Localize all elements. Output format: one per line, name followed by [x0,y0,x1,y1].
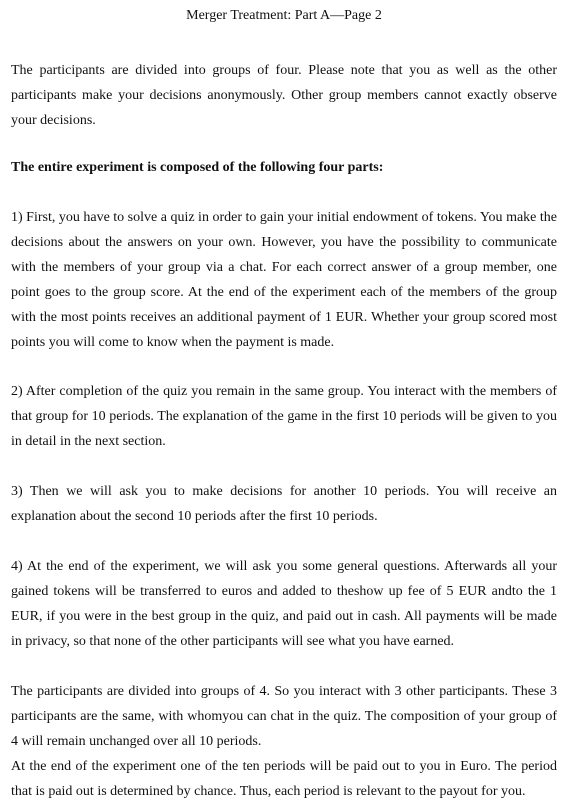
part-3-paragraph: 3) Then we will ask you to make decisions for another 10 periods. You will receive an explanation about the second 10 periods after the first 10 periods. [11,484,557,524]
section-heading: The entire experiment is composed of the following four parts: [11,160,384,175]
part-1-paragraph: 1) First, you have to solve a quiz in order to gain your initial endowment of tokens. You make the decisions about the answers on your own. However, you have the possibility to communicate with the members of your group via a chat. For each correct answer of a group member, one point goes to the group score. At the end of the experiment each of the members of the group with the most points receives an additional payment of 1 EUR. Whether your group scored most points you will come to know when the payment is made. [11,210,557,350]
group-composition-paragraph: The participants are divided into groups of 4. So you interact with 3 other participants. These 3 participants are the same, with whomyou can chat in the quiz. The composition of your group of 4 will remain unchanged over all 10 periods. [11,684,557,749]
page-header: Merger Treatment: Part A—Page 2 [186,8,382,23]
intro-paragraph: The participants are divided into groups of four. Please note that you as well as the other participants make your decisions anonymously. Other group members cannot exactly observe your decisions. [11,63,557,128]
payout-paragraph: At the end of the experiment one of the ten periods will be paid out to you in Euro. The period that is paid out is determined by chance. Thus, each period is relevant to the payout for you. [11,759,557,799]
part-2-paragraph: 2) After completion of the quiz you remain in the same group. You interact with the members of that group for 10 periods. The explanation of the game in the first 10 periods will be given to you in detail in the next section. [11,384,557,449]
part-4-paragraph: 4) At the end of the experiment, we will ask you some general questions. Afterwards all your gained tokens will be transferred to euros and added to theshow up fee of 5 EUR andto the 1 EUR, if you were in the best group in the quiz, and paid out in cash. All payments will be made in privacy, so that none of the other participants will see what you have earned. [11,559,557,649]
